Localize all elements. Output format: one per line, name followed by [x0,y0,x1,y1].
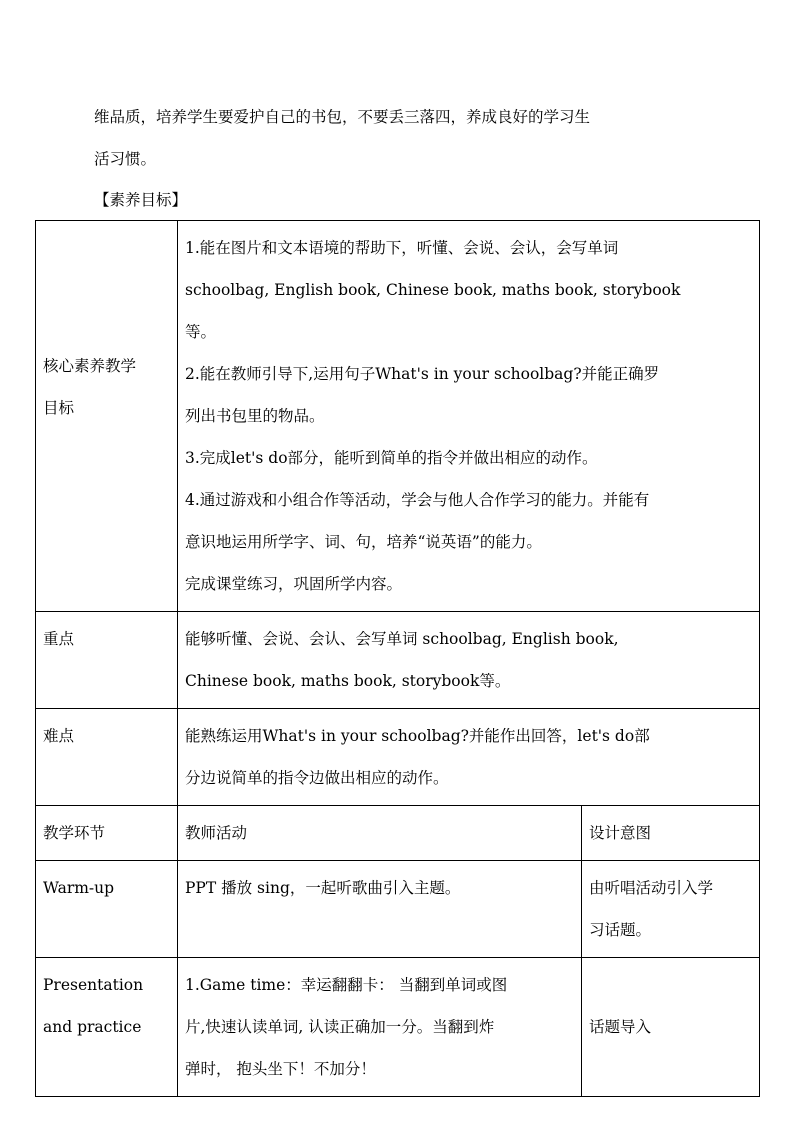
activity-cell [178,958,582,1097]
header-stage-text: 教学环节 [43,824,106,842]
intro-paragraph-line-2: 活习惯。 [94,150,157,168]
header-activity-text: 教师活动 [185,824,248,842]
activity-text: 1.Game time：幸运翻翻卡： 当翻到单词或图 [185,976,508,994]
core-goal-line: schoolbag, English book, Chinese book, maths book, storybook [185,281,681,299]
header-intent-text: 设计意图 [589,824,652,842]
activity-text: PPT 播放 sing，一起听歌曲引入主题。 [185,879,461,897]
core-goals-row [36,221,760,612]
difficult-points-row [36,709,760,806]
activity-cell [178,861,582,958]
core-goals-label-line: 目标 [43,399,75,417]
header-activity [178,806,582,861]
core-goal-line: 等。 [185,323,217,341]
core-goal-line: 意识地运用所学字、词、句，培养“说英语”的能力。 [185,533,542,551]
key-points-line: 能够听懂、会说、会认、会写单词 schoolbag, English book, [185,630,619,648]
key-points-line: Chinese book, maths book, storybook等。 [185,672,511,690]
core-goals-label-line: 核心素养教学 [43,357,137,375]
table-header-row [36,806,760,861]
difficult-points-line: 分边说简单的指令边做出相应的动作。 [185,769,449,787]
table-row [36,861,760,958]
difficult-points-label-text: 难点 [43,727,75,745]
core-goal-line: 3.完成let's do部分，能听到简单的指令并做出相应的动作。 [185,449,598,467]
core-goals-content [178,221,760,612]
core-goal-line: 完成课堂练习，巩固所学内容。 [185,575,403,593]
intent-text: 话题导入 [589,1018,652,1036]
intent-cell [582,861,760,958]
header-intent [582,806,760,861]
stage-text: Presentation [43,976,144,994]
key-points-row [36,612,760,709]
lesson-plan-table [35,220,760,1097]
stage-cell [36,861,178,958]
intent-cell [582,958,760,1097]
core-goal-line: 1.能在图片和文本语境的帮助下，听懂、会说、会认，会写单词 [185,239,619,257]
table-row [36,958,760,1097]
core-goals-label [36,221,178,612]
key-points-content [178,612,760,709]
intent-text: 习话题。 [589,921,652,939]
difficult-points-content [178,709,760,806]
stage-text: and practice [43,1018,142,1036]
difficult-points-line: 能熟练运用What's in your schoolbag?并能作出回答，let's do部 [185,727,650,745]
activity-text: 弹时， 抱头坐下！不加分！ [185,1060,376,1078]
section-heading: 【素养目标】 [94,191,188,209]
stage-cell [36,958,178,1097]
key-points-label [36,612,178,709]
difficult-points-label [36,709,178,806]
key-points-label-text: 重点 [43,630,75,648]
stage-text: Warm-up [43,879,115,897]
intent-text: 由听唱活动引入学 [589,879,714,897]
activity-text: 片,快速认读单词, 认读正确加一分。当翻到炸 [185,1018,495,1036]
intro-paragraph-line-1: 维品质，培养学生要爱护自己的书包，不要丢三落四，养成良好的学习生 [94,108,591,126]
core-goal-line: 2.能在教师引导下,运用句子What's in your schoolbag?并能正确罗 [185,365,660,383]
core-goal-line: 列出书包里的物品。 [185,407,325,425]
core-goal-line: 4.通过游戏和小组合作等活动，学会与他人合作学习的能力。并能有 [185,491,650,509]
header-stage [36,806,178,861]
